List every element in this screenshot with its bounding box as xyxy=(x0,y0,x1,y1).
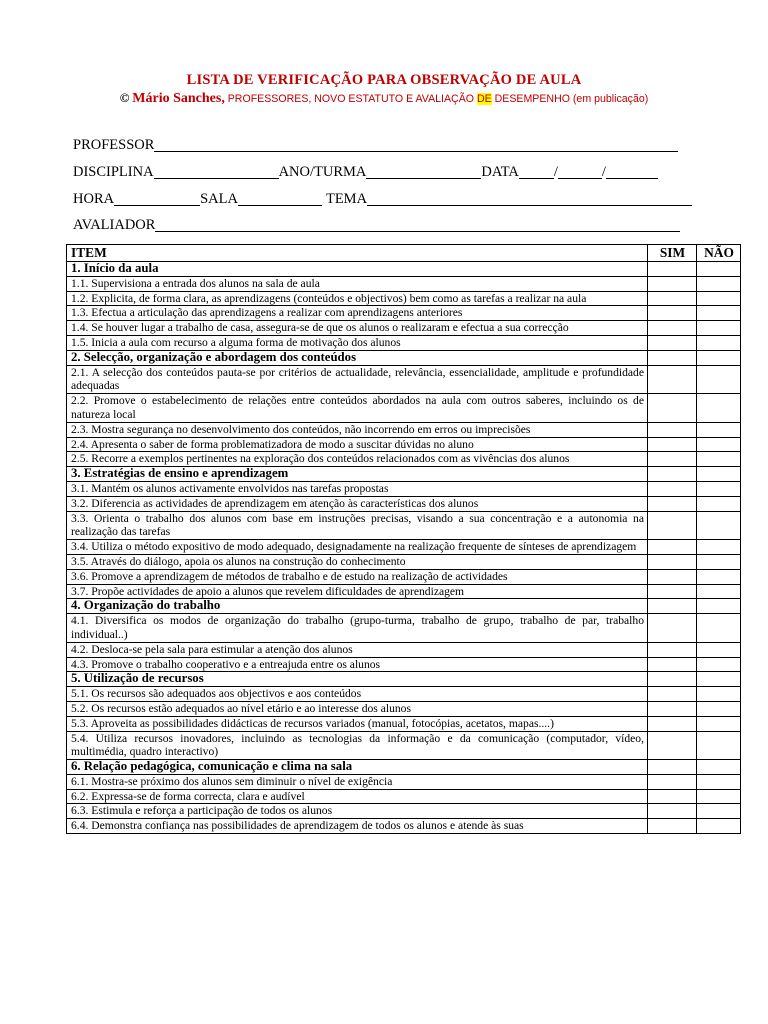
checklist-item-text: 3.5. Através do diálogo, apoia os alunos na construção do conhecimento xyxy=(67,554,648,569)
checklist-item-text: 3.7. Propõe actividades de apoio a alunos que revelem dificuldades de aprendizagem xyxy=(67,584,648,599)
checklist-row xyxy=(67,321,741,336)
date-slash: / xyxy=(553,164,558,180)
sim-checkbox-cell[interactable] xyxy=(648,701,697,716)
checklist-row xyxy=(67,291,741,306)
checklist-item-text: 1.1. Supervisiona a entrada dos alunos na sala de aula xyxy=(67,276,648,291)
checklist-row xyxy=(67,819,741,834)
section-row xyxy=(67,467,741,482)
sala-label: SALA xyxy=(200,191,238,207)
sim-checkbox-cell[interactable] xyxy=(648,335,697,350)
professor-field[interactable] xyxy=(154,138,678,152)
checklist-item-text: 3.4. Utiliza o método expositivo de modo adequado, designadamente na realização frequente de sínteses de aprendizagem xyxy=(67,540,648,555)
disciplina-field[interactable] xyxy=(154,165,279,179)
checklist-row xyxy=(67,276,741,291)
nao-checkbox-cell[interactable] xyxy=(697,614,741,643)
section-heading: 3. Estratégias de ensino e aprendizagem xyxy=(67,467,648,482)
nao-checkbox-cell[interactable] xyxy=(697,642,741,657)
nao-checkbox-cell[interactable] xyxy=(697,335,741,350)
nao-checkbox-cell[interactable] xyxy=(697,731,741,760)
sim-checkbox-cell[interactable] xyxy=(648,716,697,731)
nao-checkbox-cell[interactable] xyxy=(697,554,741,569)
checklist-row xyxy=(67,657,741,672)
sim-checkbox-cell[interactable] xyxy=(648,819,697,834)
section-empty-cell xyxy=(648,262,697,277)
data-day-field[interactable] xyxy=(519,165,554,179)
checklist-item-text: 2.3. Mostra segurança no desenvolvimento dos conteúdos, não incorrendo em erros ou imprecisões xyxy=(67,422,648,437)
document-subtitle xyxy=(0,90,768,107)
sim-checkbox-cell[interactable] xyxy=(648,276,697,291)
sim-checkbox-cell[interactable] xyxy=(648,481,697,496)
checklist-body xyxy=(67,262,741,834)
sim-checkbox-cell[interactable] xyxy=(648,804,697,819)
copyright-symbol: © xyxy=(119,90,130,105)
checklist-item-text: 5.1. Os recursos são adequados aos objectivos e aos conteúdos xyxy=(67,687,648,702)
checklist-row xyxy=(67,394,741,423)
checklist-item-text: 1.5. Inicia a aula com recurso a alguma forma de motivação dos alunos xyxy=(67,335,648,350)
ano-turma-label: ANO/TURMA xyxy=(278,164,367,180)
checklist-item-text: 1.2. Explicita, de forma clara, as aprendizagens (conteúdos e objectivos) bem como as tarefas a realizar na aula xyxy=(67,291,648,306)
checklist-row xyxy=(67,789,741,804)
checklist-item-text: 5.2. Os recursos estão adequados ao nível etário e ao interesse dos alunos xyxy=(67,701,648,716)
date-slash: / xyxy=(601,164,606,180)
checklist-row xyxy=(67,731,741,760)
nao-checkbox-cell[interactable] xyxy=(697,306,741,321)
nao-checkbox-cell[interactable] xyxy=(697,276,741,291)
sim-column-header: SIM xyxy=(648,245,697,262)
checklist-item-text: 6.4. Demonstra confiança nas possibilidades de aprendizagem de todos os alunos e atende às suas xyxy=(67,819,648,834)
section-empty-cell xyxy=(648,350,697,365)
checklist-row xyxy=(67,496,741,511)
checklist-row xyxy=(67,804,741,819)
section-heading: 6. Relação pedagógica, comunicação e clima na sala xyxy=(67,760,648,775)
avaliador-field[interactable] xyxy=(155,218,680,232)
table-header-row xyxy=(67,245,741,262)
section-empty-cell xyxy=(648,760,697,775)
checklist-item-text: 5.3. Aproveita as possibilidades didácticas de recursos variados (manual, fotocópias, acetatos, mapas....) xyxy=(67,716,648,731)
author-name: Mário Sanches, xyxy=(132,91,225,106)
checklist-item-text: 3.3. Orienta o trabalho dos alunos com base em instruções precisas, visando a sua concentração e a autonomia na realização das tarefas xyxy=(67,511,648,540)
sim-checkbox-cell[interactable] xyxy=(648,554,697,569)
hora-line xyxy=(73,191,692,208)
nao-checkbox-cell[interactable] xyxy=(697,774,741,789)
checklist-row xyxy=(67,452,741,467)
checklist-item-text: 4.2. Desloca-se pela sala para estimular a atenção dos alunos xyxy=(67,642,648,657)
checklist-item-text: 6.1. Mostra-se próximo dos alunos sem diminuir o nível de exigência xyxy=(67,774,648,789)
checklist-row xyxy=(67,584,741,599)
ano-turma-field[interactable] xyxy=(366,165,481,179)
section-empty-cell xyxy=(648,467,697,482)
sim-checkbox-cell[interactable] xyxy=(648,394,697,423)
nao-checkbox-cell[interactable] xyxy=(697,687,741,702)
checklist-item-text: 5.4. Utiliza recursos inovadores, incluindo as tecnologias da informação e da comunicação (computador, vídeo, multimédia, quadro interactivo) xyxy=(67,731,648,760)
nao-checkbox-cell[interactable] xyxy=(697,321,741,336)
section-row xyxy=(67,350,741,365)
sim-checkbox-cell[interactable] xyxy=(648,789,697,804)
section-heading: 4. Organização do trabalho xyxy=(67,599,648,614)
sim-checkbox-cell[interactable] xyxy=(648,496,697,511)
checklist-row xyxy=(67,642,741,657)
document-title: LISTA DE VERIFICAÇÃO PARA OBSERVAÇÃO DE AULA xyxy=(186,72,582,88)
checklist-row xyxy=(67,554,741,569)
nao-checkbox-cell[interactable] xyxy=(697,716,741,731)
nao-checkbox-cell[interactable] xyxy=(697,511,741,540)
nao-checkbox-cell[interactable] xyxy=(697,452,741,467)
checklist-item-text: 2.2. Promove o estabelecimento de relações entre conteúdos abordados na aula com outros saberes, incluindo os de natureza local xyxy=(67,394,648,423)
sim-checkbox-cell[interactable] xyxy=(648,306,697,321)
sim-checkbox-cell[interactable] xyxy=(648,687,697,702)
data-year-field[interactable] xyxy=(606,165,658,179)
avaliador-label: AVALIADOR xyxy=(73,217,156,233)
section-empty-cell xyxy=(697,760,741,775)
checklist-item-text: 3.6. Promove a aprendizagem de métodos de trabalho e de estudo na realização de actividades xyxy=(67,569,648,584)
sim-checkbox-cell[interactable] xyxy=(648,642,697,657)
checklist-row xyxy=(67,701,741,716)
data-label: DATA xyxy=(481,164,519,180)
nao-checkbox-cell[interactable] xyxy=(697,422,741,437)
sim-checkbox-cell[interactable] xyxy=(648,422,697,437)
sala-field[interactable] xyxy=(238,192,322,206)
avaliador-line xyxy=(73,217,680,234)
disciplina-label: DISCIPLINA xyxy=(73,164,154,180)
checklist-row xyxy=(67,569,741,584)
nao-checkbox-cell[interactable] xyxy=(697,394,741,423)
nao-checkbox-cell[interactable] xyxy=(697,657,741,672)
checklist-item-text: 2.4. Apresenta o saber de forma problematizadora de modo a suscitar dúvidas no aluno xyxy=(67,437,648,452)
item-column-header: ITEM xyxy=(67,245,648,262)
section-heading: 2. Selecção, organização e abordagem dos conteúdos xyxy=(67,350,648,365)
nao-checkbox-cell[interactable] xyxy=(697,701,741,716)
sim-checkbox-cell[interactable] xyxy=(648,731,697,760)
nao-column-header: NÃO xyxy=(697,245,741,262)
section-empty-cell xyxy=(697,350,741,365)
hora-field[interactable] xyxy=(114,192,200,206)
checklist-item-text: 6.3. Estimula e reforça a participação de todos os alunos xyxy=(67,804,648,819)
nao-checkbox-cell[interactable] xyxy=(697,540,741,555)
sim-checkbox-cell[interactable] xyxy=(648,437,697,452)
nao-checkbox-cell[interactable] xyxy=(697,496,741,511)
nao-checkbox-cell[interactable] xyxy=(697,437,741,452)
professor-label: PROFESSOR xyxy=(73,137,155,153)
nao-checkbox-cell[interactable] xyxy=(697,804,741,819)
section-heading: 1. Início da aula xyxy=(67,262,648,277)
checklist-row xyxy=(67,716,741,731)
section-row xyxy=(67,760,741,775)
checklist-row xyxy=(67,511,741,540)
section-empty-cell xyxy=(697,467,741,482)
checklist-item-text: 1.4. Se houver lugar a trabalho de casa, assegura-se de que os alunos o realizaram e efectua a sua correcção xyxy=(67,321,648,336)
sim-checkbox-cell[interactable] xyxy=(648,365,697,394)
sim-checkbox-cell[interactable] xyxy=(648,511,697,540)
nao-checkbox-cell[interactable] xyxy=(697,365,741,394)
checklist-row xyxy=(67,481,741,496)
section-empty-cell xyxy=(697,599,741,614)
nao-checkbox-cell[interactable] xyxy=(697,569,741,584)
sim-checkbox-cell[interactable] xyxy=(648,774,697,789)
section-empty-cell xyxy=(697,672,741,687)
checklist-item-text: 4.3. Promove o trabalho cooperativo e a entreajuda entre os alunos xyxy=(67,657,648,672)
section-empty-cell xyxy=(648,599,697,614)
checklist-item-text: 3.1. Mantém os alunos activamente envolvidos nas tarefas propostas xyxy=(67,481,648,496)
nao-checkbox-cell[interactable] xyxy=(697,789,741,804)
sim-checkbox-cell[interactable] xyxy=(648,657,697,672)
checklist-row xyxy=(67,422,741,437)
section-empty-cell xyxy=(648,672,697,687)
highlighted-word: DE xyxy=(476,93,492,105)
sim-checkbox-cell[interactable] xyxy=(648,452,697,467)
checklist-row xyxy=(67,335,741,350)
checklist-item-text: 6.2. Expressa-se de forma correcta, clara e audível xyxy=(67,789,648,804)
disciplina-line xyxy=(73,164,658,181)
sim-checkbox-cell[interactable] xyxy=(648,614,697,643)
checklist-item-text: 2.1. A selecção dos conteúdos pauta-se por critérios de actualidade, relevância, essencialidade, amplitude e profundidade adequadas xyxy=(67,365,648,394)
checklist-item-text: 4.1. Diversifica os modos de organização do trabalho (grupo-turma, trabalho de grupo, trabalho de par, trabalho individual..) xyxy=(67,614,648,643)
section-heading: 5. Utilização de recursos xyxy=(67,672,648,687)
tema-label: TEMA xyxy=(325,191,368,207)
sim-checkbox-cell[interactable] xyxy=(648,569,697,584)
tema-field[interactable] xyxy=(367,192,692,206)
data-month-field[interactable] xyxy=(558,165,602,179)
checklist-row xyxy=(67,365,741,394)
section-row xyxy=(67,672,741,687)
hora-label: HORA xyxy=(73,191,115,207)
professor-line xyxy=(73,137,678,154)
checklist-row xyxy=(67,437,741,452)
checklist-row xyxy=(67,540,741,555)
checklist-row xyxy=(67,687,741,702)
checklist-row xyxy=(67,774,741,789)
checklist-table xyxy=(66,244,741,834)
section-row xyxy=(67,599,741,614)
nao-checkbox-cell[interactable] xyxy=(697,819,741,834)
section-empty-cell xyxy=(697,262,741,277)
sim-checkbox-cell[interactable] xyxy=(648,291,697,306)
nao-checkbox-cell[interactable] xyxy=(697,291,741,306)
checklist-row xyxy=(67,614,741,643)
sim-checkbox-cell[interactable] xyxy=(648,540,697,555)
checklist-item-text: 3.2. Diferencia as actividades de aprendizagem em atenção às características dos alunos xyxy=(67,496,648,511)
nao-checkbox-cell[interactable] xyxy=(697,481,741,496)
sim-checkbox-cell[interactable] xyxy=(648,584,697,599)
subtitle-text: PROFESSORES, NOVO ESTATUTO E AVALIAÇÃO DE DESEMPENHO (em publicação) xyxy=(227,93,649,105)
checklist-row xyxy=(67,306,741,321)
checklist-item-text: 2.5. Recorre a exemplos pertinentes na exploração dos conteúdos relacionados com as vivências dos alunos xyxy=(67,452,648,467)
sim-checkbox-cell[interactable] xyxy=(648,321,697,336)
nao-checkbox-cell[interactable] xyxy=(697,584,741,599)
checklist-item-text: 1.3. Efectua a articulação das aprendizagens a realizar com aprendizagens anteriores xyxy=(67,306,648,321)
section-row xyxy=(67,262,741,277)
